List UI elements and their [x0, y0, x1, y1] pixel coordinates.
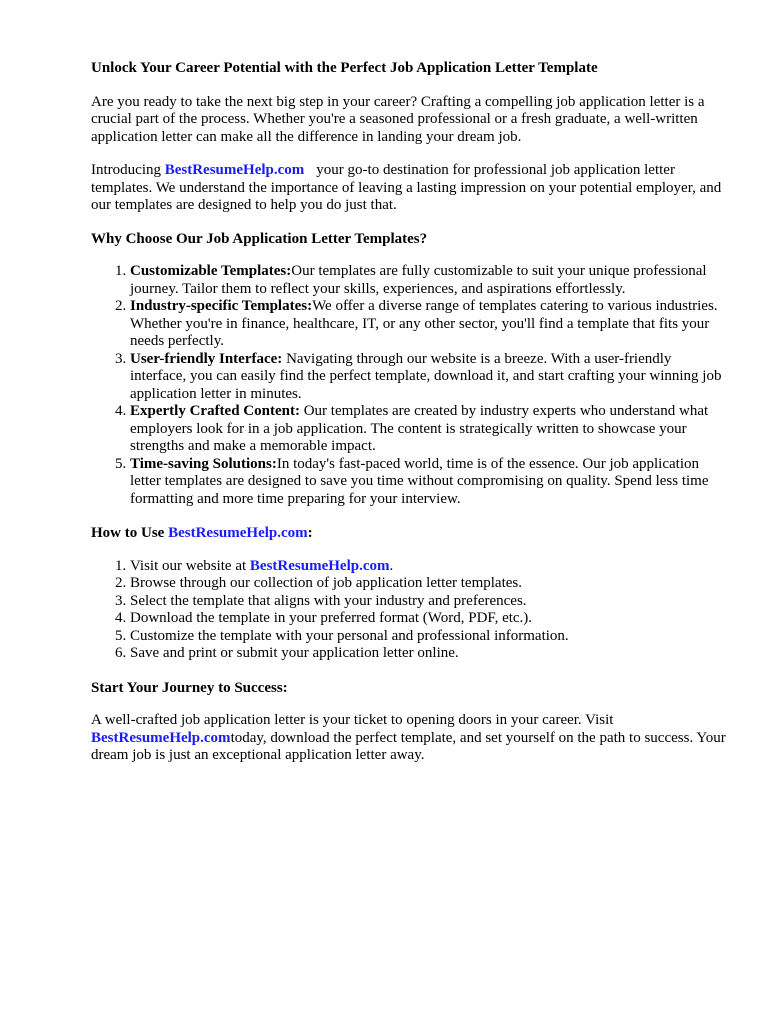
introducing-suffix: your go-to destination for professional job application letter templates. We understand the importance of leaving a lasting impression on your potential employer, and our templates are designed to help you do just that.: [91, 162, 722, 213]
list-item: [130, 298, 731, 351]
list-item: 5. Customize the template with your personal and professional information.: [130, 628, 731, 646]
list-item: 3. Select the template that aligns with your industry and preferences.: [130, 593, 731, 611]
intro-paragraph: Are you ready to take the next big step in your career? Crafting a compelling job application letter is a crucial part of the process. Whether you're a seasoned professional or a fresh graduate, a well-written application letter can make all the difference in landing your dream job.: [91, 93, 705, 145]
step-website-link[interactable]: BestResumeHelp.com: [249, 557, 390, 574]
item-term: User-friendly Interface:: [130, 350, 283, 367]
why-list: [91, 263, 731, 508]
item-term: Customizable Templates:: [130, 263, 292, 279]
why-heading: Why Choose Our Job Application Letter Templates?: [91, 230, 428, 247]
item-text: Our templates are fully customizable to suit your unique professional journey. Tailor them to reflect your skills, experiences, and aspirations effortlessly.: [130, 263, 707, 297]
item-text: In today's fast-paced world, time is of the essence. Our job application letter templates are designed to save you time without compromising on quality. Spend less time formatting and more time preparing for your interview.: [130, 455, 709, 507]
journey-prefix: A well-crafted job application letter is your ticket to opening doors in your career. Visit: [91, 712, 614, 728]
step-suffix: .: [389, 557, 394, 574]
item-text: Our templates are created by industry experts who understand what employers look for in a job application. The content is strategically written to showcase your strengths and make a memorable impact.: [130, 403, 709, 454]
introducing-prefix: Introducing: [91, 162, 161, 178]
document-page: [91, 60, 731, 781]
journey-heading: Start Your Journey to Success:: [91, 679, 288, 696]
howto-heading: [91, 525, 731, 543]
howto-heading-prefix: How to Use: [91, 525, 165, 541]
journey-suffix: today, download the perfect template, and set yourself on the path to success. Your dream job is just an exceptional application letter away.: [91, 729, 726, 763]
list-item: [130, 403, 731, 456]
list-item: 6. Save and print or submit your application letter online.: [130, 645, 731, 663]
list-item: [130, 456, 731, 509]
introducing-paragraph: [91, 162, 731, 215]
item-text: We offer a diverse range of templates catering to various industries. Whether you're in finance, healthcare, IT, or any other sector, you'll find a template that fits your needs perfectly.: [130, 298, 718, 349]
list-item: 4. Download the template in your preferred format (Word, PDF, etc.).: [130, 610, 731, 628]
list-item: 2. Browse through our collection of job application letter templates.: [130, 575, 731, 593]
item-term: Time-saving Solutions:: [130, 455, 277, 472]
item-text: Navigating through our website is a breeze. With a user-friendly interface, you can easily find the perfect template, download it, and start crafting your winning job application letter in minutes.: [130, 350, 722, 402]
journey-paragraph: [91, 712, 731, 765]
howto-steps-list: [91, 558, 731, 663]
document-title: Unlock Your Career Potential with the Perfect Job Application Letter Template: [91, 60, 598, 76]
howto-heading-suffix: :: [307, 525, 313, 541]
howto-heading-link[interactable]: BestResumeHelp.com: [168, 525, 308, 541]
step-text: Visit our website at: [130, 557, 247, 574]
list-item: [130, 263, 731, 298]
list-item: [130, 558, 731, 576]
list-item: [130, 351, 731, 404]
journey-link[interactable]: BestResumeHelp.com: [91, 729, 231, 746]
bestresumehelp-link[interactable]: BestResumeHelp.com: [164, 162, 305, 178]
item-term: Industry-specific Templates:: [130, 298, 313, 314]
item-term: Expertly Crafted Content:: [130, 403, 300, 419]
